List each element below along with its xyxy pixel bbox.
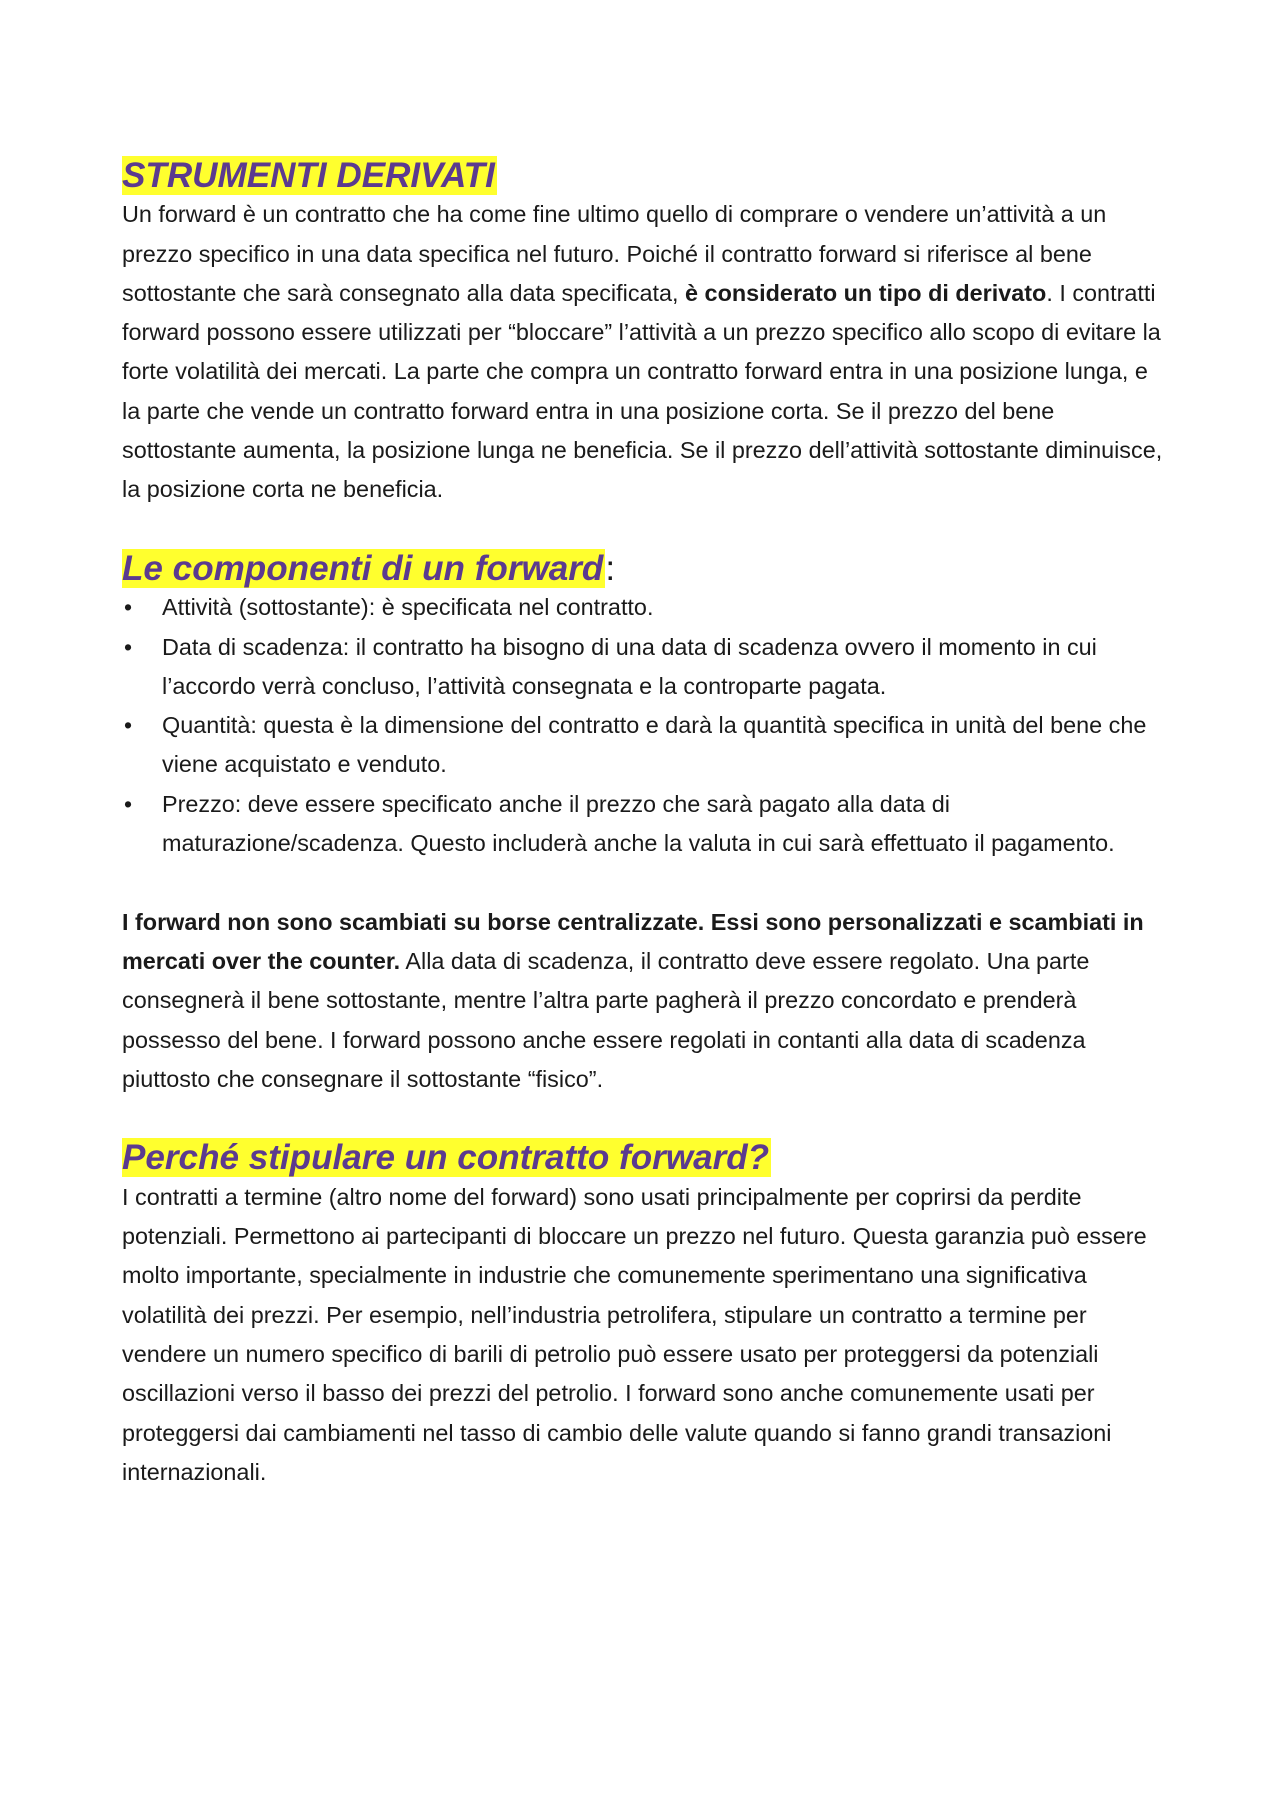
spacer [122, 1099, 1172, 1138]
list-item [122, 706, 1172, 785]
components-list [122, 588, 1172, 863]
bullet-icon: • [124, 594, 133, 621]
heading-highlight: Perché stipulare un contratto forward? [122, 1138, 770, 1178]
heading-colon: : [605, 548, 616, 588]
heading-highlight: Le componenti di un forward [122, 548, 604, 588]
section-heading-strumenti-derivati [122, 156, 1172, 195]
bullet-icon: • [124, 790, 133, 817]
intro-text-b: . I contratti forward possono essere utilizzati per “bloccare” l’attività a un prezzo specifico allo scopo di evitare la forte volatilità dei mercati. La parte che compra un contratto forward entra in una posizione lunga, e la parte che vende un contratto forward entra in una posizione corta. Se il prezzo del bene sottostante aumenta, la posizione lunga ne beneficia. Se il prezzo dell’attività sottostante diminuisce, la posizione corta ne beneficia. [122, 279, 1163, 503]
spacer [122, 510, 1172, 549]
list-item-text: Data di scadenza: il contratto ha bisogno di una data di scadenza ovvero il momento in cui l’accordo verrà concluso, l’attività consegnata e la controparte pagata. [162, 633, 1097, 699]
heading-highlight: STRUMENTI DERIVATI [122, 156, 495, 195]
otc-text: Alla data di scadenza, il contratto deve essere regolato. Una parte consegnerà il bene sottostante, mentre l’altra parte pagherà il prezzo concordato e prenderà possesso del bene. I forward possono anche essere regolati in contanti alla data di scadenza piuttosto che consegnare il sottostante “fisico”. [122, 947, 1090, 1092]
list-item [122, 628, 1172, 707]
list-item-text: Attività (sottostante): è specificata nel contratto. [162, 594, 654, 621]
bullet-icon: • [124, 633, 133, 660]
intro-text-a: Un forward è un contratto che ha come fine ultimo quello di comprare o vendere un’attività a un prezzo specifico in una data specifica nel futuro. Poiché il contratto forward si riferisce al bene sottostante che sarà consegnato alla data specificata, [122, 201, 1107, 306]
why-paragraph: I contratti a termine (altro nome del forward) sono usati principalmente per coprirsi da perdite potenziali. Permettono ai partecipanti di bloccare un prezzo nel futuro. Questa garanzia può essere molto importante, specialmente in industrie che comunemente sperimentano una significativa volatilità dei prezzi. Per esempio, nell’industria petrolifera, stipulare un contratto a termine per vendere un numero specifico di barili di petrolio può essere usato per proteggersi da potenziali oscillazioni verso il basso dei prezzi del petrolio. I forward sono anche comunemente usati per proteggersi dai cambiamenti nel tasso di cambio delle valute quando si fanno grandi transazioni internazionali. [122, 1183, 1147, 1485]
section-heading-perche [122, 1138, 1172, 1177]
document-page [122, 156, 1172, 1492]
intro-paragraph [122, 195, 1172, 509]
list-item [122, 785, 1172, 864]
list-item-text: Quantità: questa è la dimensione del contratto e darà la quantità specifica in unità del bene che viene acquistato e venduto. [162, 712, 1147, 778]
intro-text-bold: è considerato un tipo di derivato [685, 279, 1047, 306]
list-item-text: Prezzo: deve essere specificato anche il prezzo che sarà pagato alla data di maturazione/scadenza. Questo includerà anche la valuta in cui sarà effettuato il pagamento. [162, 790, 1115, 857]
spacer [122, 863, 1172, 902]
list-item [122, 588, 1172, 627]
otc-paragraph [122, 903, 1172, 1099]
bullet-icon: • [124, 712, 133, 739]
otc-text-bold: I forward non sono scambiati su borse centralizzate. Essi sono personalizzati e scambiati in mercati over the counter. [122, 908, 1144, 974]
section-heading-componenti [122, 549, 1172, 588]
